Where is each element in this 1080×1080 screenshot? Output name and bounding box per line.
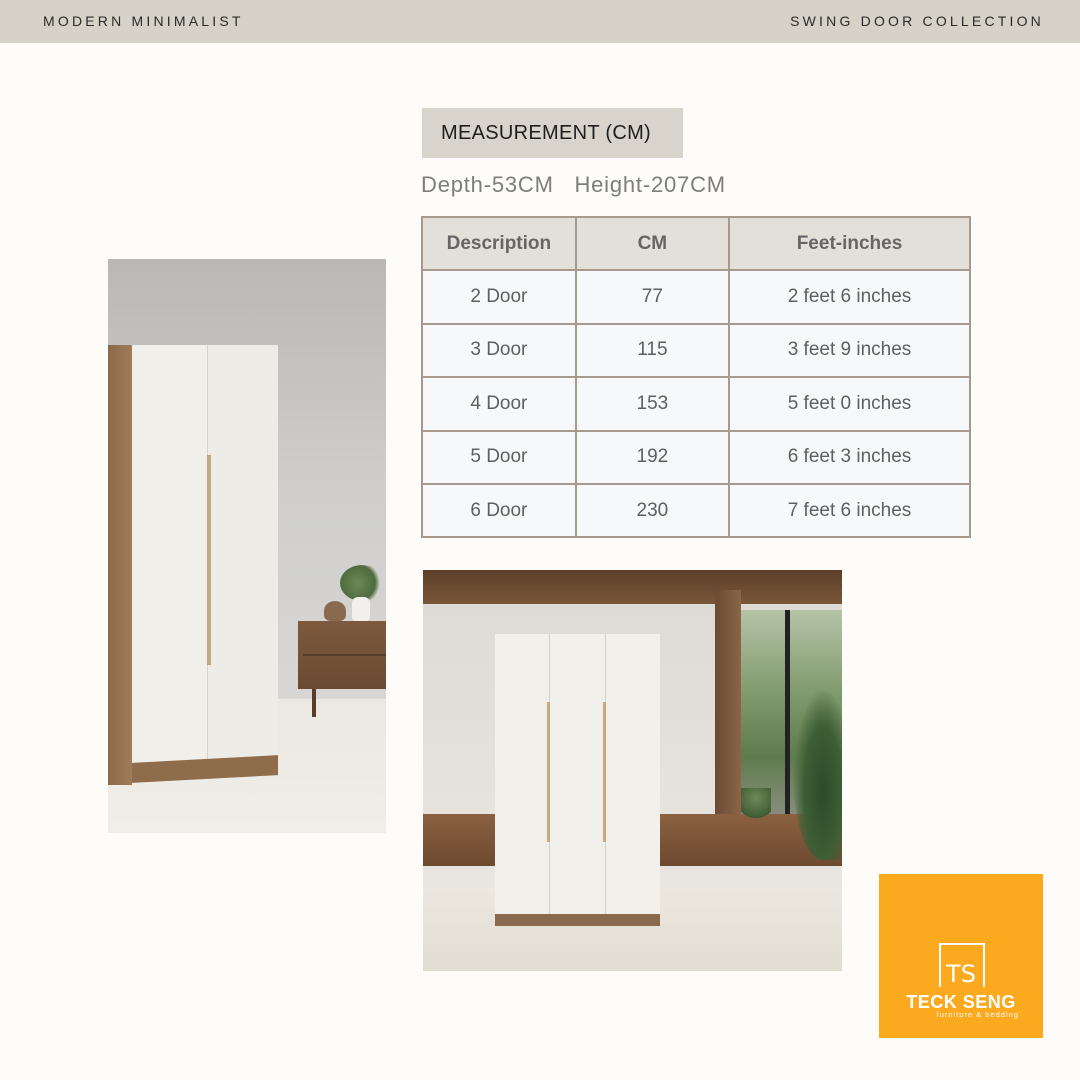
cell-cm: 77	[576, 270, 729, 323]
cell-feet-inches: 7 feet 6 inches	[729, 484, 970, 537]
logo-monogram: TS	[946, 960, 976, 988]
vase	[352, 597, 370, 621]
wardrobe-body	[495, 634, 660, 926]
table-header-row	[422, 217, 970, 270]
wardrobe-side-panel	[108, 345, 132, 785]
cell-cm: 230	[576, 484, 729, 537]
cabinet-leg	[312, 689, 316, 717]
two-door-wardrobe-photo	[108, 259, 386, 833]
cell-description: 2 Door	[422, 270, 576, 323]
column-header-feet-inches: Feet-inches	[729, 217, 970, 270]
table-row	[422, 431, 970, 484]
window-frame	[785, 610, 790, 820]
wardrobe-door-left	[132, 345, 208, 775]
potted-plant	[741, 788, 771, 822]
cell-description: 6 Door	[422, 484, 576, 537]
cell-feet-inches: 3 feet 9 inches	[729, 324, 970, 377]
cell-description: 5 Door	[422, 431, 576, 484]
wardrobe-handle	[207, 455, 211, 665]
cell-cm: 115	[576, 324, 729, 377]
table-row	[422, 484, 970, 537]
cell-feet-inches: 6 feet 3 inches	[729, 431, 970, 484]
cell-cm: 153	[576, 377, 729, 430]
jar	[324, 601, 346, 621]
plant	[340, 565, 384, 601]
cell-feet-inches: 2 feet 6 inches	[729, 270, 970, 323]
table-row	[422, 377, 970, 430]
brand-tagline: furniture & bedding	[936, 1010, 1019, 1019]
measurement-heading-text: MEASUREMENT (CM)	[441, 122, 651, 144]
wardrobe-handle	[603, 702, 606, 842]
wardrobe-base	[495, 914, 660, 926]
size-table	[421, 216, 971, 538]
cell-description: 4 Door	[422, 377, 576, 430]
column-header-cm: CM	[576, 217, 729, 270]
collection-style-label: MODERN MINIMALIST	[43, 13, 244, 29]
table-row	[422, 324, 970, 377]
collection-name-label: SWING DOOR COLLECTION	[790, 13, 1044, 29]
measurement-heading	[422, 108, 683, 158]
cabinet-drawer-line	[303, 654, 386, 656]
brand-name: TECK SENG	[906, 992, 1016, 1012]
cell-cm: 192	[576, 431, 729, 484]
wooden-ceiling	[423, 570, 842, 604]
three-door-wardrobe-photo	[423, 570, 842, 971]
cell-description: 3 Door	[422, 324, 576, 377]
dimensions-text: Depth-53CM Height-207CM	[421, 172, 726, 197]
table-row	[422, 270, 970, 323]
wooden-beam	[715, 590, 741, 830]
wardrobe-door-right	[208, 345, 278, 775]
wardrobe-handle	[547, 702, 550, 842]
top-banner	[0, 0, 1080, 43]
cell-feet-inches: 5 feet 0 inches	[729, 377, 970, 430]
brand-logo	[879, 874, 1043, 1038]
column-header-description: Description	[422, 217, 576, 270]
